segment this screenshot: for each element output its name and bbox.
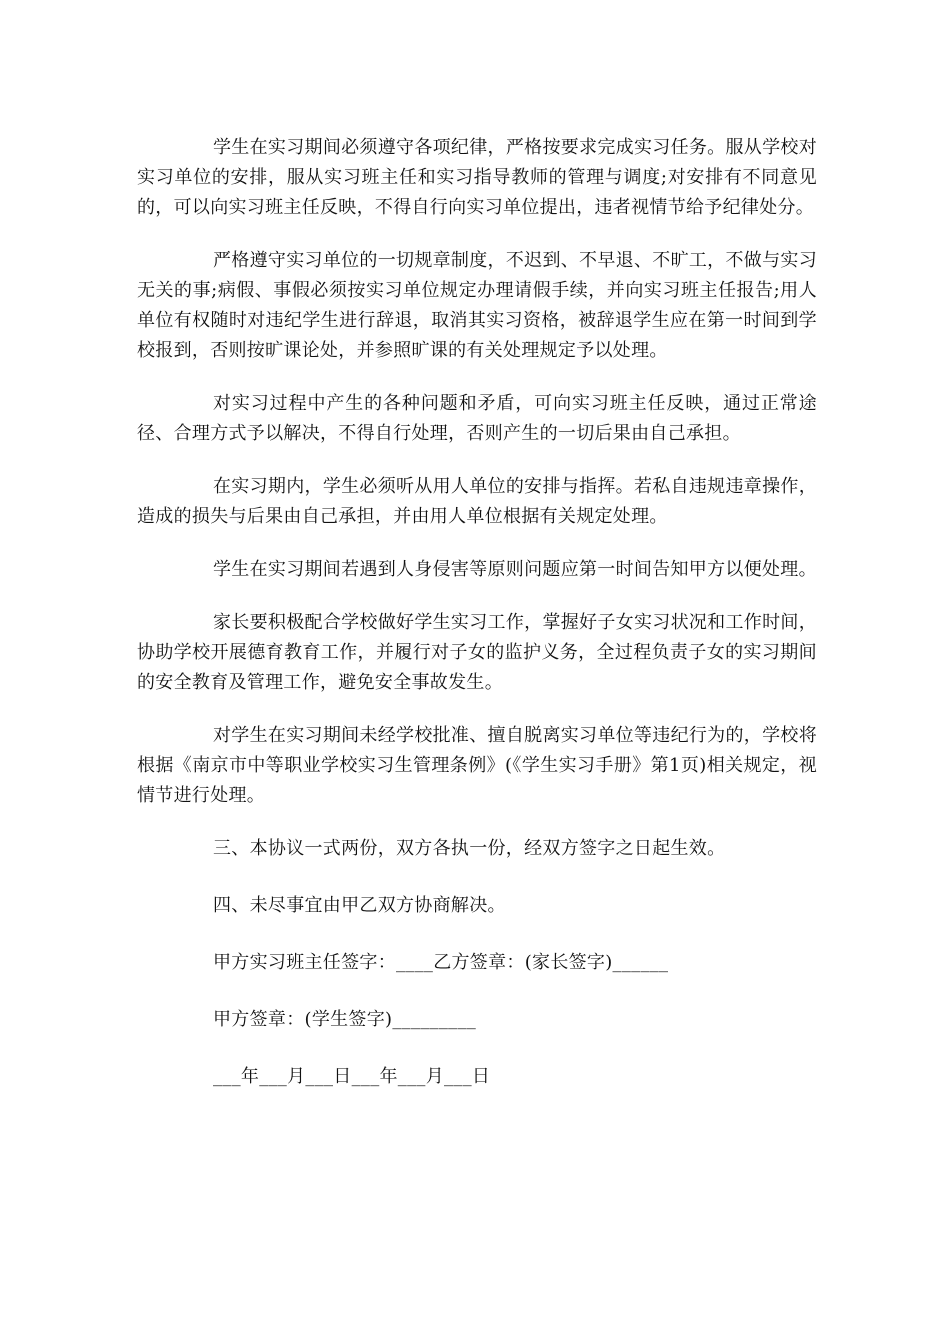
signature-line-teacher-parent: 甲方实习班主任签字：____乙方签章：(家长签字)______ xyxy=(213,952,669,973)
clause-four: 四、未尽事宜由甲乙双方协商解决。 xyxy=(213,895,506,916)
paragraph-problems: 对实习过程中产生的各种问题和矛盾，可向实习班主任反映，通过正常途径、合理方式予以解决，不得自行处理，否则产生的一切后果由自己承担。 xyxy=(137,393,817,444)
date-line: ___年___月___日___年___月___日 xyxy=(213,1066,491,1087)
paragraph-violations: 对学生在实习期间未经学校批准、擅自脱离实习单位等违纪行为的，学校将根据《南京市中等职业学校实习生管理条例》(《学生实习手册》第1页)相关规定，视情节进行处理。 xyxy=(137,725,817,806)
paragraph-parents: 家长要积极配合学校做好学生实习工作，掌握好子女实习状况和工作时间，协助学校开展德育教育工作，并履行对子女的监护义务，全过程负责子女的实习期间的安全教育及管理工作，避免安全事故发生。 xyxy=(137,612,817,693)
document-page xyxy=(137,133,817,1119)
paragraph-infringement: 学生在实习期间若遇到人身侵害等原则问题应第一时间告知甲方以便处理。 xyxy=(213,559,817,580)
paragraph-obedience: 在实习期内，学生必须听从用人单位的安排与指挥。若私自违规违章操作，造成的损失与后果由自己承担，并由用人单位根据有关规定处理。 xyxy=(137,476,817,527)
paragraph-rules: 严格遵守实习单位的一切规章制度，不迟到、不早退、不旷工，不做与实习无关的事;病假、事假必须按实习单位规定办理请假手续，并向实习班主任报告;用人单位有权随时对违纪学生进行辞退，取消其实习资格，被辞退学生应在第一时间到学校报到，否则按旷课论处，并参照旷课的有关处理规定予以处理。 xyxy=(137,250,817,361)
clause-three: 三、本协议一式两份，双方各执一份，经双方签字之日起生效。 xyxy=(213,838,726,859)
paragraph-discipline: 学生在实习期间必须遵守各项纪律，严格按要求完成实习任务。服从学校对实习单位的安排，服从实习班主任和实习指导教师的管理与调度;对安排有不同意见的，可以向实习班主任反映，不得自行向实习单位提出，违者视情节给予纪律处分。 xyxy=(137,137,817,218)
signature-line-student: 甲方签章：(学生签字)_________ xyxy=(213,1009,477,1030)
